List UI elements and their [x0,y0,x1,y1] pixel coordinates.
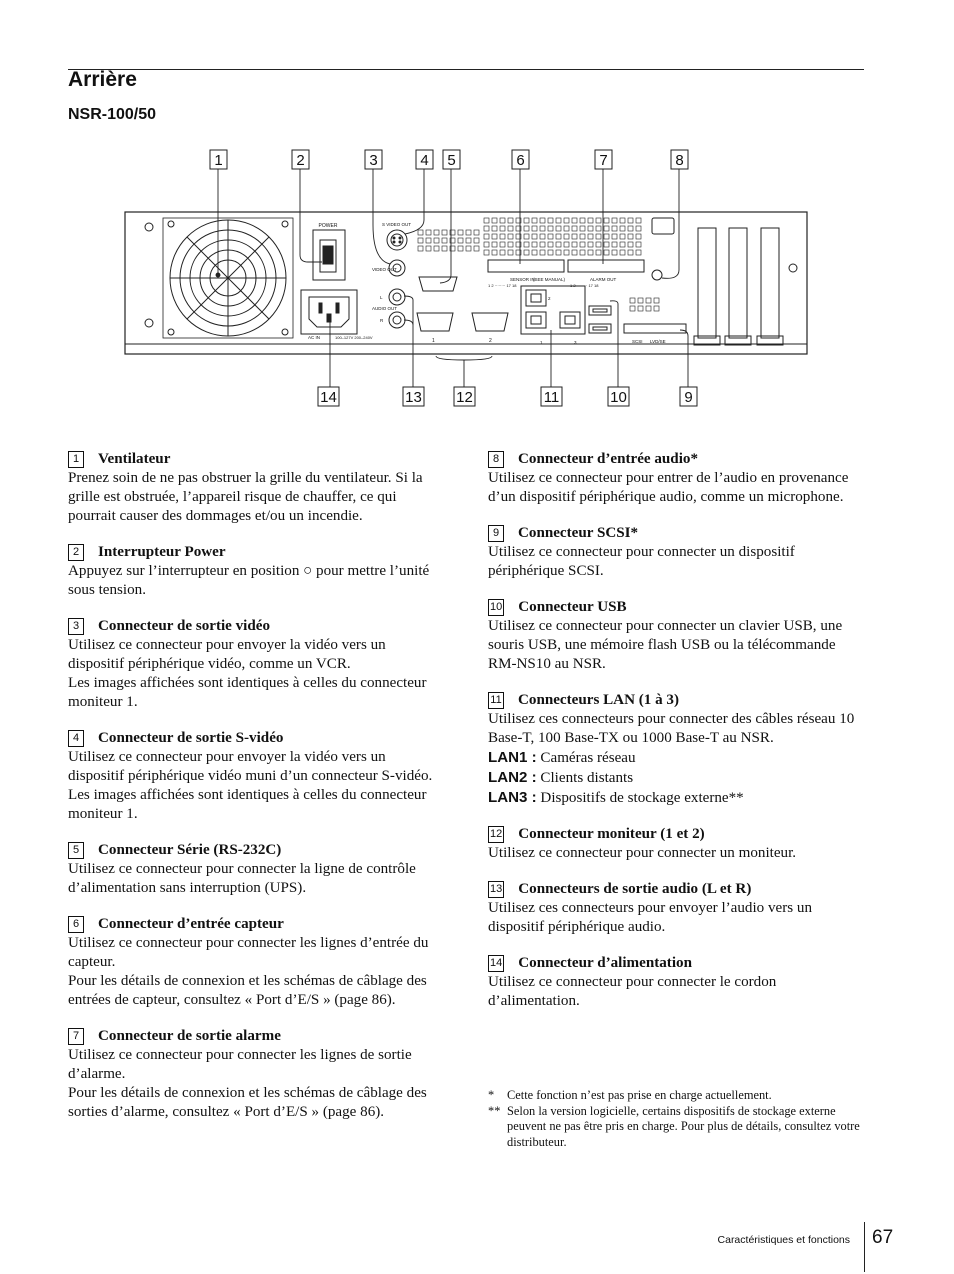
callout-number: 12 [488,826,504,843]
feature-title: Connecteur de sortie alarme [98,1028,281,1044]
svg-text:ALARM OUT: ALARM OUT [590,277,617,282]
feature-description: Utilisez ce connecteur pour connecter les lignes de sortie d’alarme. [68,1047,412,1082]
callout-number: 13 [488,881,504,898]
feature-title: Connecteur d’entrée audio* [518,451,698,467]
header-rule [68,69,864,70]
svg-text:1 2 ········ 17 18: 1 2 ········ 17 18 [488,283,517,288]
callout-6 [512,150,529,169]
footnote-text: Selon la version logicielle, certains dispositifs de stockage externe peuvent ne pas être pris en charge. Pour plus de détails, consultez votre distributeur. [507,1103,860,1149]
feature-heading [68,617,443,636]
feature-title: Connecteur d’entrée capteur [98,916,284,932]
callout-4 [416,150,433,169]
svg-text:LVD/SE: LVD/SE [650,339,666,344]
svg-text:POWER: POWER [318,223,338,229]
feature-heading [68,729,443,748]
callout-number: 8 [488,451,504,468]
callout-number: 9 [488,525,504,542]
feature-heading [68,450,443,469]
feature-title: Connecteurs LAN (1 à 3) [518,692,679,708]
svg-text:SCSI: SCSI [632,339,643,344]
feature-heading [488,691,863,710]
callout-13 [403,387,424,406]
feature-item [68,617,443,712]
lan-key: LAN3 : [488,789,537,806]
svg-text:3: 3 [369,152,378,169]
svg-text:3: 3 [574,340,577,345]
callout-3 [365,150,382,169]
callout-14 [318,387,339,406]
svg-text:2: 2 [489,338,492,344]
feature-title: Connecteurs de sortie audio (L et R) [518,881,752,897]
svg-text:9: 9 [684,389,693,406]
page-title: Arrière [68,68,137,91]
feature-item [68,1027,443,1122]
feature-title: Connecteur USB [518,599,627,615]
callout-number: 7 [68,1028,84,1045]
feature-item [68,543,443,600]
footer-divider [864,1222,865,1272]
lan-assignment [488,788,863,808]
feature-heading [488,825,863,844]
feature-item [488,598,863,674]
svg-text:1: 1 [540,340,543,345]
footnote [488,1088,868,1104]
footnote-mark: ** [488,1103,501,1118]
callout-number: 4 [68,730,84,747]
feature-description: Utilisez ce connecteur pour entrer de l’audio en provenance d’un dispositif périphérique audio, comme un microphone. [488,470,849,505]
footer-section: Caractéristiques et fonctions [717,1234,850,1246]
feature-heading [68,1027,443,1046]
feature-description: Utilisez ce connecteur pour connecter la ligne de contrôle d’alimentation sans interruption (UPS). [68,861,416,896]
callout-number: 6 [68,916,84,933]
lan-value: Clients distants [540,770,634,786]
lan-value: Caméras réseau [540,750,636,766]
callout-number: 2 [68,544,84,561]
feature-title: Connecteur d’alimentation [518,955,692,971]
callout-number: 1 [68,451,84,468]
svg-text:5: 5 [447,152,456,169]
feature-item [68,450,443,526]
svg-text:L: L [380,295,383,300]
svg-text:VIDEO OUT: VIDEO OUT [372,267,397,272]
svg-text:10: 10 [610,389,627,406]
callout-number: 11 [488,692,504,709]
feature-title: Connecteur de sortie S-vidéo [98,730,284,746]
feature-description: Utilisez ce connecteur pour connecter un dispositif périphérique SCSI. [488,544,795,579]
feature-item [488,450,863,507]
feature-description: Utilisez ce connecteur pour connecter le cordon d’alimentation. [488,974,777,1009]
feature-heading [488,598,863,617]
svg-text:12: 12 [456,389,473,406]
feature-title: Connecteur Série (RS-232C) [98,842,282,858]
svg-text:8: 8 [675,152,684,169]
callout-12 [454,387,475,406]
svg-text:1: 1 [432,338,435,344]
callout-11 [541,387,562,406]
rear-panel-diagram [0,140,954,420]
feature-title: Ventilateur [98,451,171,467]
callout-9 [680,387,697,406]
feature-description-extra: Les images affichées sont identiques à celles du connecteur moniteur 1. [68,675,427,710]
feature-description: Utilisez ce connecteur pour envoyer la vidéo vers un dispositif périphérique vidéo muni d’un connecteur S-vidéo. [68,749,433,784]
feature-description-extra: Pour les détails de connexion et les schémas de câblage des entrées de capteur, consultez « Port d’E/S » (page 86). [68,973,427,1008]
footnote [488,1104,868,1151]
svg-text:4: 4 [420,152,429,169]
feature-description: Prenez soin de ne pas obstruer la grille du ventilateur. Si la grille est obstruée, l’appareil risque de chauffer, ce qui pourrait causer des dommages et/ou un incendie. [68,470,423,524]
callout-number: 14 [488,955,504,972]
svg-text:AUDIO OUT: AUDIO OUT [372,306,398,311]
feature-description: Utilisez ce connecteur pour envoyer la vidéo vers un dispositif périphérique vidéo, comme un VCR. [68,637,386,672]
lan-key: LAN2 : [488,769,537,786]
feature-heading [68,841,443,860]
feature-description-extra: Les images affichées sont identiques à celles du connecteur moniteur 1. [68,787,427,822]
svg-text:14: 14 [320,389,337,406]
feature-description: Utilisez ces connecteurs pour envoyer l’audio vers un dispositif périphérique audio. [488,900,812,935]
lan-assignment [488,748,863,768]
callout-number: 10 [488,599,504,616]
svg-text:R: R [380,318,384,323]
feature-item [68,729,443,824]
feature-heading [488,954,863,973]
svg-text:1 2 ········ 17 18: 1 2 ········ 17 18 [570,283,599,288]
feature-heading [68,543,443,562]
lan-key: LAN1 : [488,749,537,766]
feature-item [68,915,443,1010]
svg-text:AC IN: AC IN [308,335,321,340]
svg-text:2: 2 [548,296,551,301]
right-column [488,450,863,1028]
callout-5 [443,150,460,169]
feature-description: Utilisez ce connecteur pour connecter un clavier USB, une souris USB, une mémoire flash USB ou la télécommande RM-NS10 au NSR. [488,618,843,672]
lan-assignment [488,768,863,788]
feature-heading [488,450,863,469]
footnote-text: Cette fonction n’est pas prise en charge actuellement. [507,1088,772,1102]
feature-item [68,841,443,898]
feature-description: Utilisez ces connecteurs pour connecter des câbles réseau 10 Base-T, 100 Base-TX ou 1000 Base-T au NSR. [488,711,855,746]
feature-heading [488,524,863,543]
footnote-mark: * [488,1088,495,1102]
feature-title: Connecteur de sortie vidéo [98,618,271,634]
callout-10 [608,387,629,406]
feature-heading [488,880,863,899]
svg-text:1: 1 [214,152,223,169]
callout-2 [292,150,309,169]
feature-item [488,825,863,863]
svg-text:100–127V 200–240V: 100–127V 200–240V [335,335,373,340]
feature-description-extra: Pour les détails de connexion et les schémas de câblage des sorties d’alarme, consultez « Port d’E/S » (page 86). [68,1085,427,1120]
svg-text:S VIDEO OUT: S VIDEO OUT [382,222,412,227]
feature-title: Connecteur SCSI* [518,525,639,541]
feature-item [488,880,863,937]
feature-description: Utilisez ce connecteur pour connecter un moniteur. [488,845,797,861]
feature-title: Interrupteur Power [98,544,226,560]
model-subtitle: NSR-100/50 [68,106,157,123]
feature-description: Utilisez ce connecteur pour connecter les lignes d’entrée du capteur. [68,935,429,970]
svg-text:11: 11 [543,389,560,406]
page-number: 67 [872,1227,894,1248]
svg-text:13: 13 [405,389,422,406]
feature-title: Connecteur moniteur (1 et 2) [518,826,705,842]
callout-number: 5 [68,842,84,859]
feature-item [488,524,863,581]
svg-text:(SEE MANUAL): (SEE MANUAL) [533,277,566,282]
footnotes [488,1088,868,1150]
svg-text:SENSOR IN: SENSOR IN [510,277,535,282]
svg-text:6: 6 [516,152,525,169]
feature-item [488,954,863,1011]
svg-text:7: 7 [599,152,608,169]
feature-item [488,691,863,808]
feature-heading [68,915,443,934]
feature-description: Appuyez sur l’interrupteur en position ○ pour mettre l’unité sous tension. [68,563,430,598]
svg-text:2: 2 [296,152,305,169]
callout-1 [210,150,227,169]
left-column [68,450,443,1139]
callout-7 [595,150,612,169]
lan-value: Dispositifs de stockage externe** [540,790,744,806]
callout-number: 3 [68,618,84,635]
callout-8 [671,150,688,169]
